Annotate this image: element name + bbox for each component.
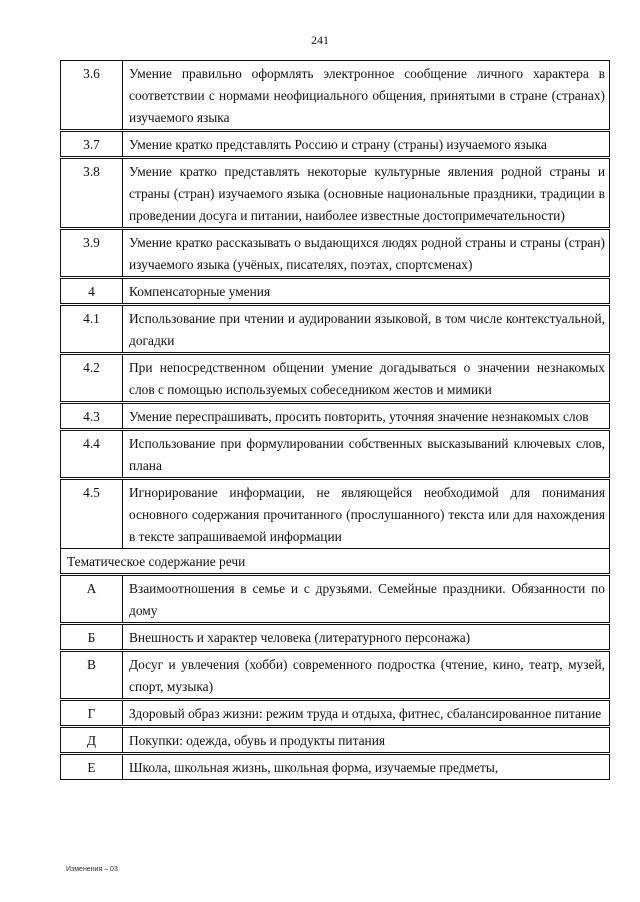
- table-row: [61, 754, 610, 780]
- table-row: [61, 479, 610, 549]
- section-heading-row: [61, 549, 610, 575]
- table-row: [61, 61, 610, 131]
- table-row: [61, 305, 610, 354]
- row-number: В: [61, 651, 123, 700]
- row-number: 4.2: [61, 354, 123, 403]
- row-text: Внешность и характер человека (литературного персонажа): [123, 624, 610, 651]
- footer-revision-note: Изменения – 03: [66, 866, 118, 873]
- table-row: [61, 624, 610, 651]
- row-text: Умение правильно оформлять электронное сообщение личного характера в соответствии с нормами неофициального общения, принятыми в стране (странах) изучаемого языка: [123, 61, 610, 131]
- row-number: Г: [61, 700, 123, 727]
- row-number: 3.8: [61, 158, 123, 229]
- row-number: 4.4: [61, 430, 123, 479]
- page-number: 241: [311, 33, 329, 47]
- table-row: [61, 278, 610, 305]
- content-table: [60, 60, 610, 780]
- row-number: Е: [61, 754, 123, 780]
- row-text: Здоровый образ жизни: режим труда и отдыха, фитнес, сбалансированное питание: [123, 700, 610, 727]
- row-number: 4.3: [61, 403, 123, 430]
- row-text: Игнорирование информации, не являющейся необходимой для понимания основного содержания прочитанного (прослушанного) текста или для нахождения в тексте запрашиваемой информации: [123, 479, 610, 549]
- table-row: [61, 158, 610, 229]
- row-text: Компенсаторные умения: [123, 278, 610, 305]
- row-number: Д: [61, 727, 123, 754]
- row-text: Использование при чтении и аудировании языковой, в том числе контекстуальной, догадки: [123, 305, 610, 354]
- row-text: Умение переспрашивать, просить повторить, уточняя значение незнакомых слов: [123, 403, 610, 430]
- row-number: А: [61, 575, 123, 624]
- row-number: 3.6: [61, 61, 123, 131]
- table-row: [61, 727, 610, 754]
- table-row: [61, 651, 610, 700]
- row-number: 4.5: [61, 479, 123, 549]
- table-row: [61, 700, 610, 727]
- row-text: Использование при формулировании собственных высказываний ключевых слов, плана: [123, 430, 610, 479]
- row-text: При непосредственном общении умение догадываться о значении незнакомых слов с помощью используемых собеседником жестов и мимики: [123, 354, 610, 403]
- content-table-container: [60, 60, 610, 860]
- row-number: Б: [61, 624, 123, 651]
- table-row: [61, 575, 610, 624]
- row-text: Умение кратко представлять некоторые культурные явления родной страны и страны (стран) изучаемого языка (основные национальные праздники, традиции в проведении досуга и питании, наиболее известные достопримечательности): [123, 158, 610, 229]
- table-row: [61, 131, 610, 158]
- row-number: 3.7: [61, 131, 123, 158]
- table-row: [61, 403, 610, 430]
- row-text: Умение кратко представлять Россию и страну (страны) изучаемого языка: [123, 131, 610, 158]
- row-text: Досуг и увлечения (хобби) современного подростка (чтение, кино, театр, музей, спорт, музыка): [123, 651, 610, 700]
- row-text: Взаимоотношения в семье и с друзьями. Семейные праздники. Обязанности по дому: [123, 575, 610, 624]
- row-number: 4: [61, 278, 123, 305]
- row-text: Покупки: одежда, обувь и продукты питания: [123, 727, 610, 754]
- row-number: 4.1: [61, 305, 123, 354]
- row-text: Умение кратко рассказывать о выдающихся людях родной страны и страны (стран) изучаемого языка (учёных, писателях, поэтах, спортсменах): [123, 229, 610, 278]
- table-row: [61, 229, 610, 278]
- row-text: Школа, школьная жизнь, школьная форма, изучаемые предметы,: [123, 754, 610, 780]
- table-row: [61, 354, 610, 403]
- section-heading: Тематическое содержание речи: [61, 549, 610, 575]
- row-number: 3.9: [61, 229, 123, 278]
- table-row: [61, 430, 610, 479]
